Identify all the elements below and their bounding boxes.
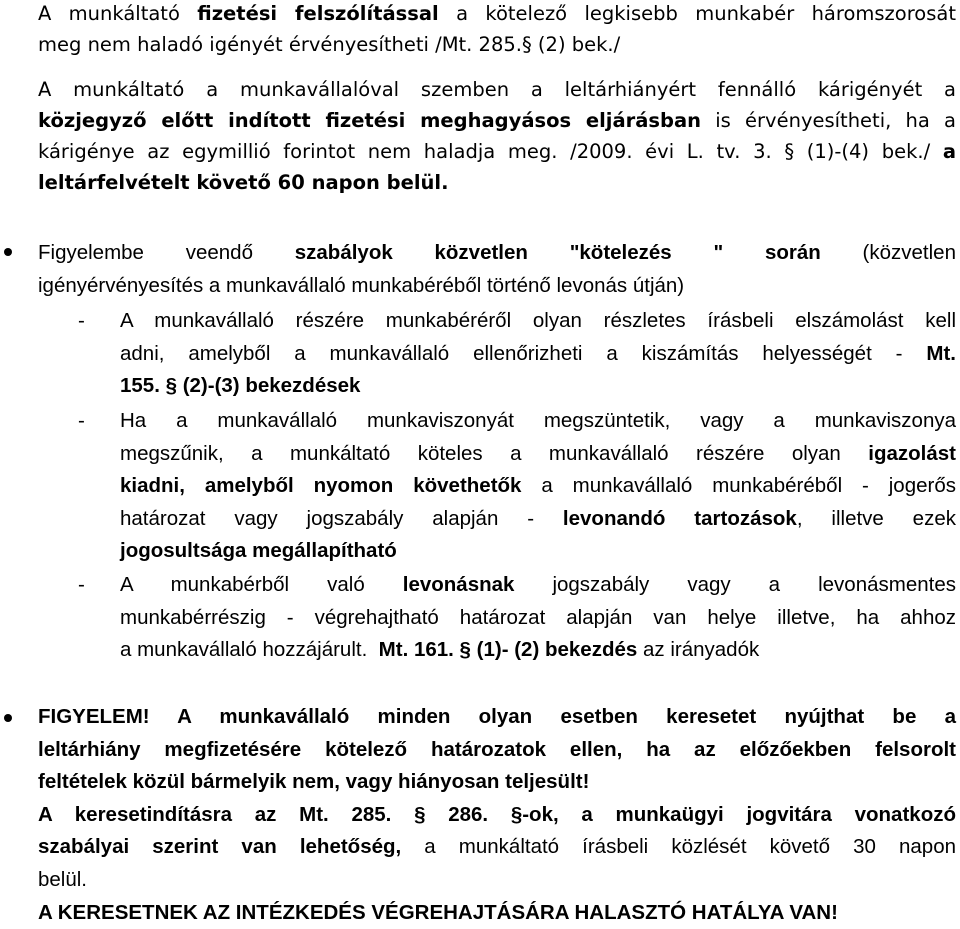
bullet-icon [4,714,12,722]
list-item: A munkavállaló részére munkabéréről olyan részletes írásbeli elszámolást kell adni, amelyből a munkavállaló ellenőrizheti a kiszámítás helyességét - Mt. 155. § (2)-(3) bekezdések [120,309,956,398]
list-item-dash: - [78,573,85,596]
warning-paragraph: FIGYELEM! A munkavállaló minden olyan esetben keresetet nyújthat be a leltárhiány megfizetésére kötelező határozatok ellen, ha az előzőekben felsorolt feltételek közül bármelyik nem, vagy hiányosan teljesült! A keresetindításra az Mt. 285. § 286. §-ok, a munkaügyi jogvitára vonatkozó szabályai szerint van lehetőség, a munkáltató írásbeli közlését követő 30 napon belül. A KERESETNEK AZ INTÉZKEDÉS VÉGREHAJTÁSÁRA HALASZTÓ HATÁLYA VAN! [38,705,956,924]
suspensive-effect-notice: A KERESETNEK AZ INTÉZKEDÉS VÉGREHAJTÁSÁRA HALASZTÓ HATÁLYA VAN! [38,900,838,924]
legal-reference: 155. § (2)-(3) bekezdések [120,374,361,398]
rules-term: szabályok közvetlen "kötelezés " során [294,241,821,264]
direct-obligation-heading: Figyelembe veendő szabályok közvetlen "kötelezés " során (közvetlen igényérvényesítés a munkavállaló munkabéréből történő levonás útján) [38,241,956,297]
deadline-text: leltárfelvételt követő 60 napon belül. [38,171,449,194]
payment-notice-term: fizetési felszólítással [197,2,439,25]
bullet-icon [4,248,12,256]
list-item-dash: - [78,409,85,432]
list-item: Ha a munkavállaló munkaviszonyát megszüntetik, vagy a munkaviszonya megszűnik, a munkáltató köteles a munkavállaló részére olyan igazolást kiadni, amelyből nyomon követhetők a munkavállaló munkabéréből - jogerős határozat vagy jogszabály alapján - levonandó tartozások, illetve ezek jogosultsága megállapítható [120,409,956,563]
legal-reference: Mt. 161. § (1)- (2) bekezdés [378,638,638,662]
list-item: A munkabérből való levonásnak jogszabály vagy a levonásmentes munkabérrészig - végrehajtható határozat alapján van helye illetve, ha ahhoz a munkavállaló hozzájárult. Mt. 161. § (1)- (2) bekezdés az irányadók [120,573,956,662]
payment-notice-paragraph: A munkáltató fizetési felszólítással a kötelező legkisebb munkabér háromszorosát meg nem haladó igényét érvényesítheti /Mt. 285.§ (2) bek./ [38,2,956,56]
notary-procedure-term: közjegyző előtt indított fizetési meghagyásos eljárásban [38,109,702,132]
list-item-dash: - [78,309,85,332]
notary-procedure-paragraph: A munkáltató a munkavállalóval szemben a leltárhiányért fennálló kárigényét a közjegyző előtt indított fizetési meghagyásos eljárásban is érvényesítheti, ha a kárigénye az egymillió forintot nem haladja meg. /2009. évi L. tv. 3. § (1)-(4) bek./ a leltárfelvételt követő 60 napon belül. [38,78,956,194]
